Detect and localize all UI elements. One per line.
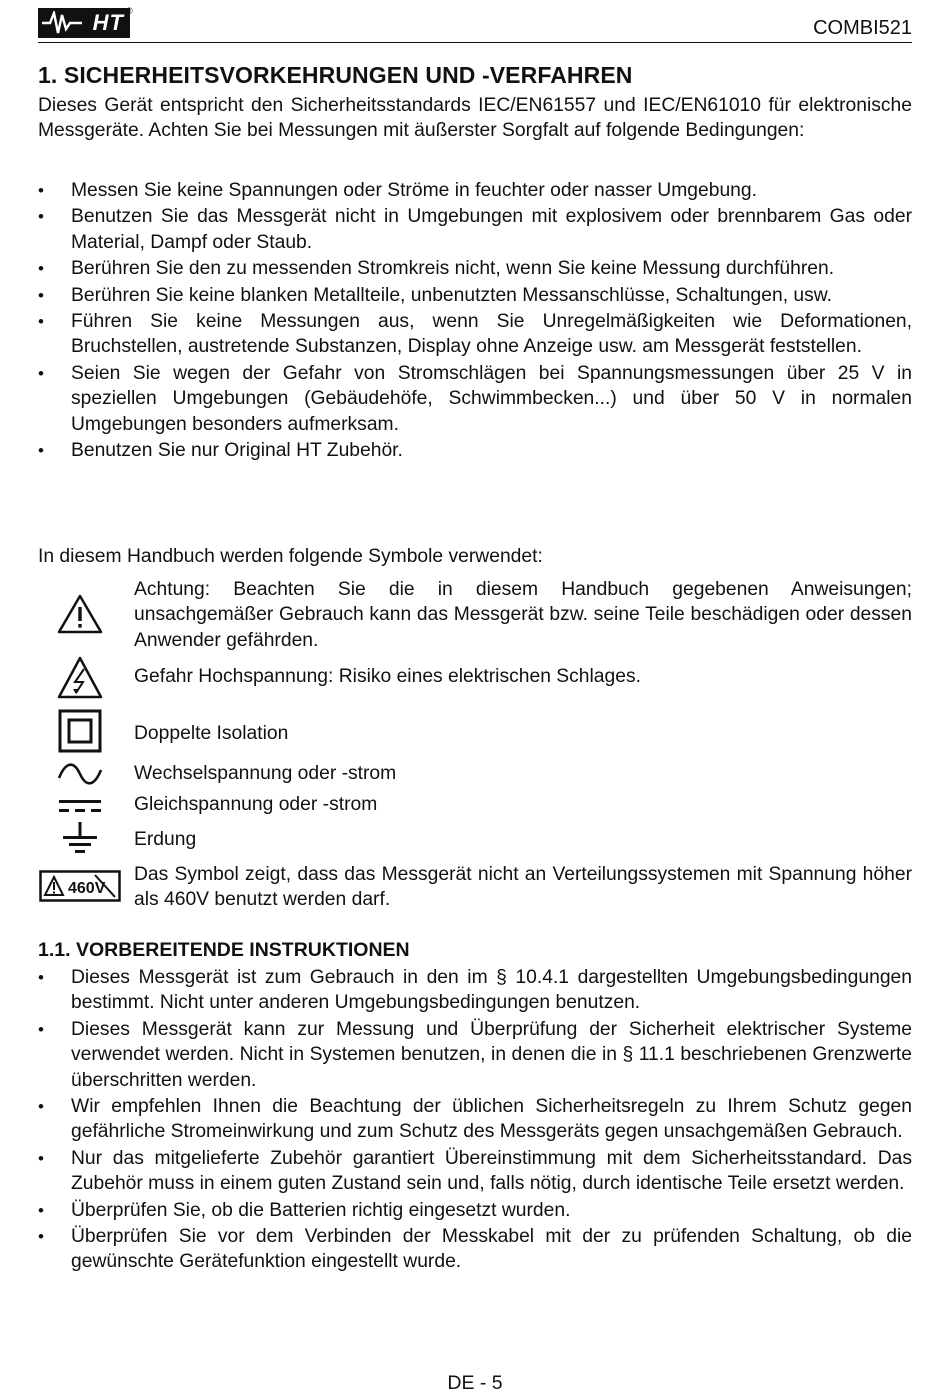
high-voltage-icon [38,656,122,700]
list-item: • Dieses Messgerät kann zur Messung und Überprüfung der Sicherheit elektrischer Systeme verwendet werden. Nicht in Systemen benutzen, in denen die in § 11.1 beschriebenen Grenzwerte überschritten werden. [38,1017,912,1093]
warning-triangle-icon [38,594,122,634]
list-item: • Nur das mitgelieferte Zubehör garantiert Übereinstimmung mit dem Sicherheitsstandard. Das Zubehör muss in einem guten Zustand sein und, falls nötig, durch identische Teile ersetzt werden. [38,1146,912,1197]
list-item: • Dieses Messgerät ist zum Gebrauch in den im § 10.4.1 dargestellten Umgebungsbedingungen bestimmt. Nicht unter anderen Umgebungsbedingungen benutzen. [38,965,912,1016]
symbol-description: Wechselspannung oder -strom [134,763,397,784]
symbol-description: Achtung: Beachten Sie die in diesem Handbuch gegebenen Anweisungen; unsachgemäßer Gebrauch kann das Messgerät bzw. seine Teile beschädigen oder dessen Anwender gefährden. [134,579,912,651]
list-item: • Berühren Sie den zu messenden Stromkreis nicht, wenn Sie keine Messung durchführen. [38,256,912,281]
preparation-bullet-list [38,965,912,1276]
list-item: • Führen Sie keine Messungen aus, wenn Sie Unregelmäßigkeiten wie Deformationen, Bruchstellen, austretende Substanzen, Display ohne Anzeige usw. am Messgerät feststellen. [38,309,912,360]
subsection-title: 1.1. VORBEREITENDE INSTRUKTIONEN [38,939,410,961]
dc-icon [38,798,122,814]
symbol-description: Gefahr Hochspannung: Risiko eines elektrischen Schlages. [134,666,641,687]
max-460v-icon [38,870,122,902]
list-item: • Wir empfehlen Ihnen die Beachtung der üblichen Sicherheitsregeln zu Ihrem Schutz gegen gefährliche Stromeinwirkung und zum Schutz des Messgeräts gegen unsachgemäßen Gebrauch. [38,1094,912,1145]
model-name: COMBI521 [813,17,912,39]
double-insulation-icon [38,709,122,753]
symbols-intro: In diesem Handbuch werden folgende Symbole verwendet: [38,546,543,567]
list-item: • Berühren Sie keine blanken Metallteile, unbenutzten Messanschlüsse, Schaltungen, usw. [38,283,912,308]
logo-text: HT [92,10,124,35]
symbol-description: Das Symbol zeigt, dass das Messgerät nicht an Verteilungssystemen mit Spannung höher als 460V benutzt werden darf. [134,864,912,911]
symbol-description: Erdung [134,829,197,850]
logo-wave-icon [42,11,82,35]
intro-paragraph: Dieses Gerät entspricht den Sicherheitsstandards IEC/EN61557 und IEC/EN61010 für elektronische Messgeräte. Achten Sie bei Messungen mit äußerster Sorgfalt auf folgende Bedingungen: [38,95,912,142]
page-header [38,6,912,43]
list-item: • Überprüfen Sie, ob die Batterien richtig eingesetzt wurden. [38,1198,912,1223]
list-item: • Seien Sie wegen der Gefahr von Stromschlägen bei Spannungsmessungen über 25 V in speziellen Umgebungen (Gebäudehöfe, Schwimmbecken...) und über 50 V in normalen Umgebungen besonders aufmerksam. [38,361,912,437]
logo-registered-mark: ® [126,6,133,16]
ac-icon [38,763,122,785]
list-item: • Benutzen Sie nur Original HT Zubehör. [38,438,912,463]
list-item: • Überprüfen Sie vor dem Verbinden der Messkabel mit der zu prüfenden Schaltung, ob die gewünschte Gerätefunktion eingestellt wurde. [38,1224,912,1275]
symbol-description: Gleichspannung oder -strom [134,794,378,815]
section-title: 1. SICHERHEITSVORKEHRUNGEN UND -VERFAHREN [38,62,633,88]
page-number: DE - 5 [447,1372,503,1394]
safety-bullet-list [38,178,912,464]
list-item: • Benutzen Sie das Messgerät nicht in Umgebungen mit explosivem oder brennbarem Gas oder Material, Dampf oder Staub. [38,204,912,255]
symbol-description: Doppelte Isolation [134,723,289,744]
list-item: • Messen Sie keine Spannungen oder Ströme in feuchter oder nasser Umgebung. [38,178,912,203]
max-voltage-label: 460V [68,880,106,897]
ground-icon [38,821,122,857]
ht-logo [38,8,130,38]
